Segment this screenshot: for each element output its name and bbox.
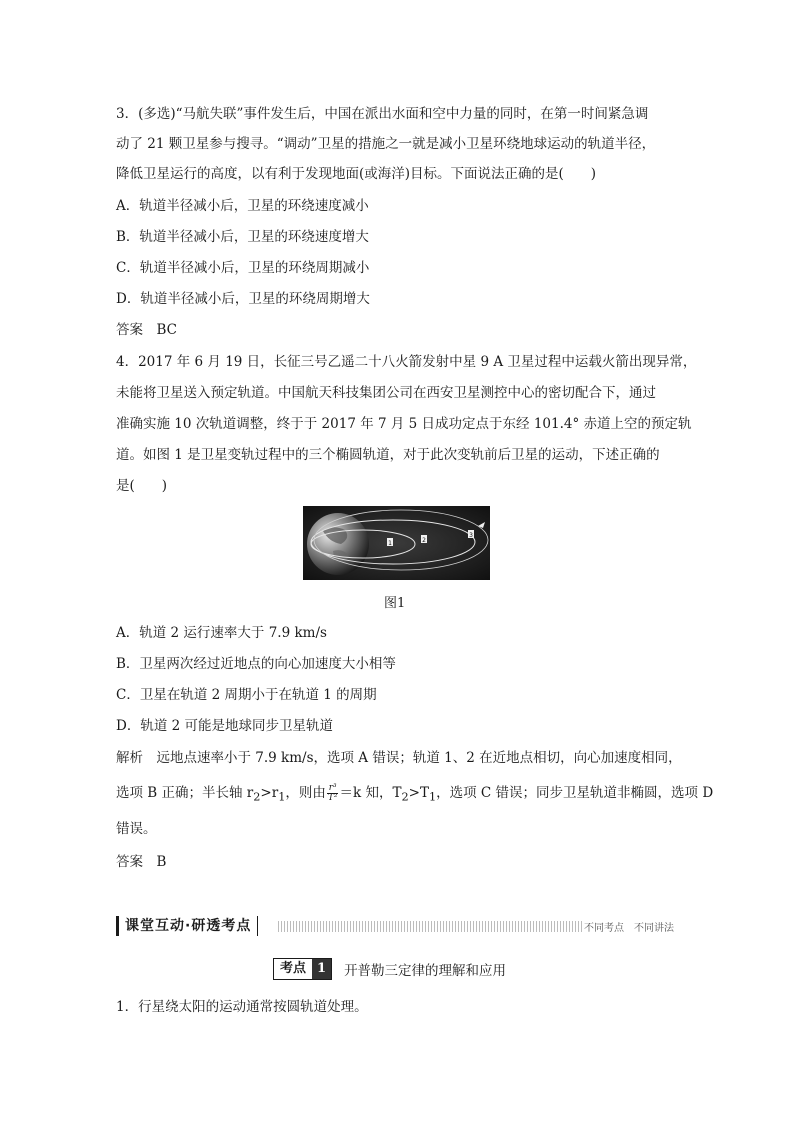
fraction-denominator: T² xyxy=(327,793,338,803)
q4-line-3: 准确实施 10 次轨道调整，终于于 2017 年 7 月 5 日成功定点于东经 101.4° 赤道上空的预定轨 xyxy=(116,416,692,432)
q4-analysis-line-3: 错误。 xyxy=(116,821,157,837)
analysis-text-d: >T xyxy=(408,785,429,801)
q4-option-b: B．卫星两次经过近地点的向心加速度大小相等 xyxy=(116,656,396,672)
orbit-label-2: 2 xyxy=(422,537,426,544)
section-tags: 不同考点 不同讲法 xyxy=(582,919,676,934)
analysis-text-a: 选项 B 正确；半长轴 r xyxy=(116,785,254,801)
subscript-t1: 1 xyxy=(428,790,437,804)
subscript-t2: 2 xyxy=(401,790,409,804)
fraction-numerator: r³ xyxy=(328,783,337,793)
q4-analysis-line-1: 解析 远地点速率小于 7.9 km/s，选项 A 错误；轨道 1、2 在近地点相切，向心加速度相同， xyxy=(116,750,682,766)
orbit-label-3: 3 xyxy=(469,532,473,539)
q3-option-c: C．轨道半径减小后，卫星的环绕周期减小 xyxy=(116,260,370,276)
figure-caption: 图1 xyxy=(384,596,406,611)
q4-option-d: D．轨道 2 可能是地球同步卫星轨道 xyxy=(116,718,333,734)
q4-line-5: 是( ) xyxy=(116,478,168,494)
q4-option-c: C．卫星在轨道 2 周期小于在轨道 1 的周期 xyxy=(116,687,377,703)
analysis-text-c: ＝k 知，T xyxy=(339,785,402,801)
q3-option-d: D．轨道半径减小后，卫星的环绕周期增大 xyxy=(116,291,370,307)
section-header xyxy=(116,916,676,936)
analysis-text-b: ，则由 xyxy=(285,785,326,801)
topic-badge xyxy=(273,958,332,980)
q3-line-2: 动了 21 颗卫星参与搜寻。“调动”卫星的措施之一就是减小卫星环绕地球运动的轨道半径， xyxy=(116,136,656,152)
q3-line-1: 3．(多选)“马航失联”事件发生后，中国在派出水面和空中力量的同时，在第一时间紧急调 xyxy=(116,106,649,122)
subscript-r1: 1 xyxy=(278,790,286,804)
q4-answer: 答案 B xyxy=(116,854,167,870)
kepler-fraction xyxy=(327,784,339,803)
q4-line-1: 4．2017 年 6 月 19 日，长征三号乙遥二十八火箭发射中星 9 A 卫星过程中运载火箭出现异常， xyxy=(116,354,697,370)
q3-answer: 答案 BC xyxy=(116,322,178,338)
q3-line-3: 降低卫星运行的高度，以有利于发现地面(或海洋)目标。下面说法正确的是( ) xyxy=(116,166,597,182)
q3-option-b: B．轨道半径减小后，卫星的环绕速度增大 xyxy=(116,229,369,245)
subscript-r2: 2 xyxy=(253,790,261,804)
topic-heading xyxy=(273,958,506,980)
orbit-label-1: 1 xyxy=(388,540,392,547)
q4-option-a: A．轨道 2 运行速率大于 7.9 km/s xyxy=(116,625,327,641)
q4-analysis-line-2 xyxy=(116,783,713,808)
topic-label: 考点 xyxy=(280,961,307,976)
point-1: 1．行星绕太阳的运动通常按圆轨道处理。 xyxy=(116,999,368,1015)
q3-option-a: A．轨道半径减小后，卫星的环绕速度减小 xyxy=(116,198,369,214)
topic-number: 1 xyxy=(312,959,331,979)
orbit-figure xyxy=(303,506,490,580)
analysis-text-gt: >r xyxy=(260,785,279,801)
topic-title: 开普勒三定律的理解和应用 xyxy=(344,963,507,979)
section-title: 课堂互动·研透考点 xyxy=(116,916,258,936)
q4-line-4: 道。如图 1 是卫星变轨过程中的三个椭圆轨道，对于此次变轨前后卫星的运动，下述正确的 xyxy=(116,447,660,463)
analysis-text-e: ，选项 C 错误；同步卫星轨道非椭圆，选项 D xyxy=(436,785,714,801)
q4-line-2: 未能将卫星送入预定轨道。中国航天科技集团公司在西安卫星测控中心的密切配合下，通过 xyxy=(116,385,656,401)
